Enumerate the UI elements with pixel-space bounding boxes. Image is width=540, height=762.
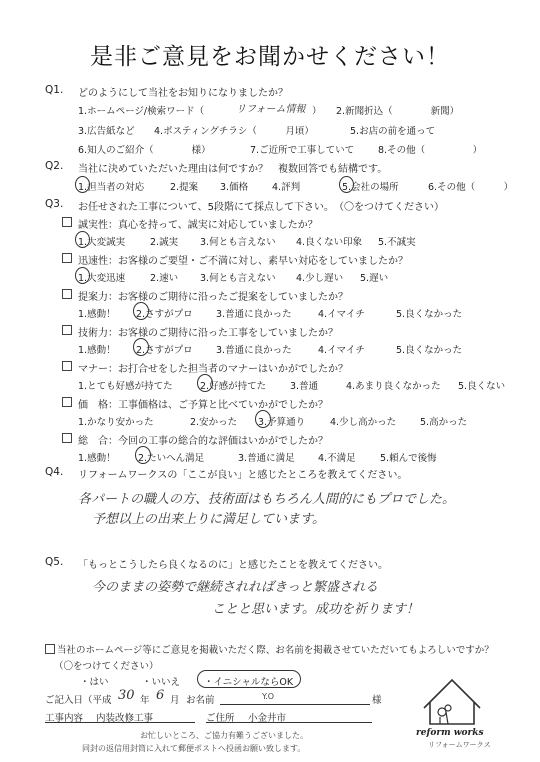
q3-answer-circle bbox=[197, 374, 213, 392]
q3-item-option: 2.速い bbox=[150, 273, 179, 284]
survey-title: 是非ご意見をお聞かせください！ bbox=[90, 44, 450, 70]
q3-item-checkbox bbox=[62, 217, 74, 229]
q4-handwritten-answer-line2: 予想以上の出来上りに満足しています。 bbox=[92, 512, 325, 527]
q3-item-option: 4.少し高かった bbox=[330, 417, 397, 428]
q3-item-option: 1.かなり安かった bbox=[78, 417, 154, 428]
q3-item-option: 4.良くない印象 bbox=[296, 237, 363, 248]
q3-item-option: 4.イマイチ bbox=[318, 309, 365, 320]
q1-question: どのようにして当社をお知りになりましたか？ bbox=[78, 88, 288, 99]
q1-option-4: 4.ポスティングチラシ（ 月頃） bbox=[154, 126, 314, 137]
q3-item-option: 2.さすがプロ bbox=[136, 345, 193, 356]
consent-question bbox=[45, 642, 494, 656]
name-honorific: 様 bbox=[372, 695, 382, 706]
q3-item-checkbox bbox=[62, 397, 74, 409]
consent-option-yes: ・はい bbox=[80, 677, 109, 688]
q3-item-option: 1.とても好感が持てた bbox=[78, 381, 173, 392]
work-underline bbox=[45, 722, 195, 723]
q3-item-option: 1.感動！ bbox=[78, 453, 116, 464]
q2-option-1: 1.担当者の対応 bbox=[78, 182, 145, 193]
work-value: 内装改修工事 bbox=[96, 713, 154, 724]
q3-item-option: 5.良くない bbox=[458, 381, 506, 392]
name-value: Y.O bbox=[262, 692, 275, 701]
logo-subtext: リフォームワークス bbox=[428, 741, 491, 749]
q3-item-option: 3.普通に良かった bbox=[216, 345, 292, 356]
q3-item-label: 誠実性：真心を持って、誠実に対応していましたか？ bbox=[78, 220, 318, 231]
q3-item-checkbox bbox=[62, 433, 74, 445]
q1-option-7: 7.ご近所で工事していて bbox=[250, 145, 355, 156]
q3-item-option: 1.感動！ bbox=[78, 345, 116, 356]
q3-answer-circle bbox=[133, 302, 149, 320]
q3-item-option: 3.普通に満足 bbox=[238, 453, 295, 464]
q3-item-option: 3.何とも言えない bbox=[200, 237, 276, 248]
name-label: お名前 bbox=[186, 695, 215, 706]
q2-option-4: 4.評判 bbox=[272, 182, 301, 193]
q3-item-option: 5.不誠実 bbox=[378, 237, 416, 248]
q2-question: 当社に決めていただいた理由は何ですか？ 複数回答でも結構です。 bbox=[78, 164, 388, 175]
q2-number: Q2. bbox=[45, 160, 64, 172]
work-label: 工事内容 bbox=[45, 713, 84, 724]
q3-item-option: 2.さすがプロ bbox=[136, 309, 193, 320]
consent-option-no: ・いいえ bbox=[142, 677, 181, 688]
address-label: ご住所 bbox=[206, 713, 235, 724]
q1-option-2: 2.新聞折込（ 新聞） bbox=[336, 106, 460, 117]
q1-option-1: 1.ホームページ/検索ワード（ bbox=[78, 106, 205, 117]
consent-answer-circle bbox=[197, 670, 301, 688]
q1-option-1-close: ） bbox=[312, 106, 322, 117]
q3-item-checkbox bbox=[62, 361, 74, 373]
date-year-suffix: 年 bbox=[140, 695, 150, 706]
q1-option-6: 6.知人のご紹介（ 様） bbox=[78, 145, 211, 156]
q3-item-option: 2.誠実 bbox=[150, 237, 179, 248]
q3-item-label: 価 格：工事価格は、ご予算と比べていかがでしたか？ bbox=[78, 400, 328, 411]
q1-handwritten-source: リフォーム情報 bbox=[236, 104, 306, 115]
q3-item-option: 3.普通に良かった bbox=[216, 309, 292, 320]
q3-item-option: 2.たいへん満足 bbox=[138, 453, 205, 464]
q3-item-option: 5.高かった bbox=[420, 417, 468, 428]
q3-item-option: 3.何とも言えない bbox=[200, 273, 276, 284]
q1-option-3: 3.広告紙など bbox=[78, 126, 135, 137]
q3-answer-circle bbox=[75, 267, 90, 284]
thanks-line2: 同封の返信用封筒に入れて郵便ポストへ投函お願い致します。 bbox=[82, 744, 306, 753]
q3-item-checkbox bbox=[62, 325, 74, 337]
q3-answer-circle bbox=[135, 446, 151, 464]
logo-text: reform works bbox=[416, 728, 484, 738]
q3-item-option: 2.安かった bbox=[190, 417, 238, 428]
q5-handwritten-answer-line1: 今のままの姿勢で継続されればきっと繁盛される bbox=[92, 580, 379, 595]
q3-answer-circle bbox=[75, 231, 90, 248]
thanks-line1: お忙しいところ、ご協力有難うございました。 bbox=[140, 731, 308, 740]
date-year-value: 30 bbox=[118, 688, 135, 703]
q2-option-5: 5.会社の場所 bbox=[342, 182, 399, 193]
q3-item-checkbox bbox=[62, 253, 74, 265]
q1-option-8: 8.その他（ ） bbox=[378, 145, 483, 156]
q1-option-5: 5.お店の前を通って bbox=[350, 126, 436, 137]
q3-item-label: 提案力：お客様のご期待に沿ったご提案をしていましたか？ bbox=[78, 292, 348, 303]
q3-item-checkbox bbox=[62, 289, 74, 301]
q3-answer-circle bbox=[133, 338, 149, 356]
consent-checkbox bbox=[45, 644, 55, 654]
q2-option-6: 6.その他（ ） bbox=[428, 182, 514, 193]
q3-item-option: 4.イマイチ bbox=[318, 345, 365, 356]
q3-item-option: 4.少し遅い bbox=[296, 273, 344, 284]
q5-handwritten-answer-line2: ことと思います。成功を祈ります！ bbox=[212, 602, 419, 617]
q2-answer-circle-1 bbox=[75, 176, 90, 193]
q3-item-option: 4.あまり良くなかった bbox=[346, 381, 441, 392]
q3-item-option: 3.普通 bbox=[290, 381, 319, 392]
date-month-suffix: 月 bbox=[170, 695, 180, 706]
q3-item-label: 迅速性：お客様のご要望・ご不満に対し、素早い対応をしていましたか？ bbox=[78, 256, 408, 267]
q2-option-3: 3.価格 bbox=[220, 182, 249, 193]
consent-note: （〇をつけてください） bbox=[54, 661, 159, 672]
q3-item-option: 2.好感が持てた bbox=[200, 381, 267, 392]
q4-handwritten-answer-line1: 各パートの職人の方、技術面はもちろん人間的にもプロでした。 bbox=[78, 492, 456, 507]
q3-item-option: 1.大変迅速 bbox=[78, 273, 126, 284]
q3-answer-circle bbox=[255, 410, 271, 428]
address-underline bbox=[206, 722, 372, 723]
q3-item-option: 5.遅い bbox=[360, 273, 389, 284]
q4-number: Q4. bbox=[45, 466, 64, 478]
q1-number: Q1. bbox=[45, 84, 64, 96]
q5-question: 「もっとこうしたら良くなるのに」と感じたことを教えてください。 bbox=[78, 560, 388, 571]
q2-option-2: 2.提案 bbox=[170, 182, 199, 193]
q3-item-option: 5.頼んで後悔 bbox=[380, 453, 437, 464]
q4-question: リフォームワークスの「ここが良い」と感じたところを教えてください。 bbox=[78, 470, 408, 481]
date-month-value: 6 bbox=[156, 688, 165, 703]
consent-option-initial: ・イニシャルならOK bbox=[204, 677, 294, 688]
q2-answer-circle-5 bbox=[339, 176, 354, 193]
q5-number: Q5. bbox=[45, 556, 64, 568]
q3-item-option: 1.感動！ bbox=[78, 309, 116, 320]
consent-text: 当社のホームページ等にご意見を掲載いただく際、お名前を掲載させていただいてもよろしいですか？ bbox=[57, 645, 494, 656]
q3-item-label: 総 合：今回の工事の総合的な評価はいかがでしたか？ bbox=[78, 436, 328, 447]
q3-item-option: 5.良くなかった bbox=[396, 345, 463, 356]
q3-number: Q3. bbox=[45, 198, 64, 210]
q3-item-option: 5.良くなかった bbox=[396, 309, 463, 320]
date-label: ご記入日（平成 bbox=[45, 695, 112, 706]
q3-item-option: 3.予算通り bbox=[258, 417, 306, 428]
q3-item-option: 4.不満足 bbox=[318, 453, 356, 464]
name-underline bbox=[220, 704, 370, 705]
q3-item-label: マナー：お打合せをした担当者のマナーはいかがでしたか？ bbox=[78, 364, 348, 375]
q3-item-option: 1.大変誠実 bbox=[78, 237, 126, 248]
q3-item-label: 技術力：お客様のご期待に沿った工事をしていましたか？ bbox=[78, 328, 338, 339]
q3-question: お任せされた工事について、5段階にて採点して下さい。 （〇をつけてください） bbox=[78, 202, 444, 213]
address-value: 小金井市 bbox=[248, 713, 287, 724]
